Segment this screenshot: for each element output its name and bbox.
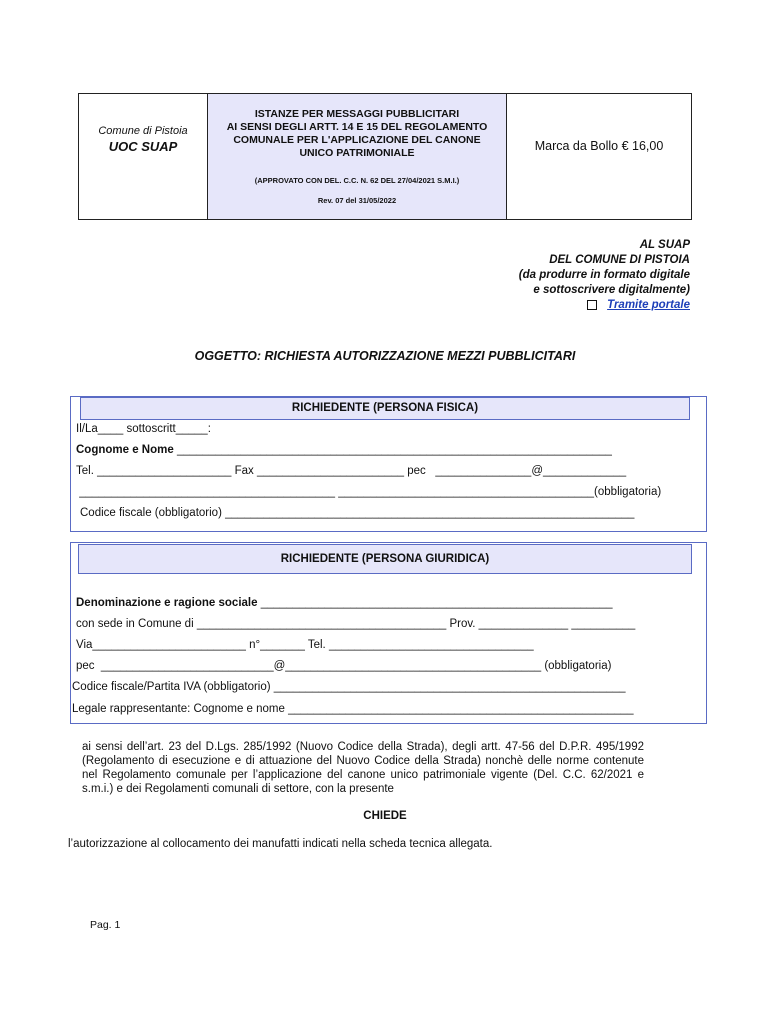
denominazione-label: Denominazione e ragione sociale [76,597,258,609]
tel-fax-pec-field[interactable]: Tel. _____________________ Fax _______________________ pec _______________@_____________ [76,465,627,477]
recipient-line-3: (da produrre in formato digitale [518,269,690,281]
recipient-line-2: DEL COMUNE DI PISTOIA [549,254,690,266]
header-table [78,93,692,220]
portal-checkbox[interactable] [587,300,597,310]
istanze-title: ISTANZE PER MESSAGGI PUBBLICITARI AI SENSI DEGLI ARTT. 14 E 15 DEL REGOLAMENTO COMUNALE PER L'APPLICAZIONE DEL CANONE UNICO PATRIMONIALE [226,108,488,159]
header-cell-bollo [507,94,691,219]
chiede-heading: CHIEDE [363,810,407,822]
denominazione-blank[interactable]: _______________________________________________________ [257,597,613,609]
marca-bollo-label: Marca da Bollo € 16,00 [534,139,664,153]
legal-paragraph: ai sensi dell’art. 23 del D.Lgs. 285/1992 (Nuovo Codice della Strada), degli artt. 47-56 del D.P.R. 495/1992 (Regolamento di esecuzione e di attuazione del Nuovo Codice della Strada) nonchè delle norme contenute nel Regolamento comunale per l’applicazione del canone unico patrimoniale vigente (Del. C.C. 62/2021 e s.m.i.) e dei Regolamenti comunali di settore, con la presente [82,741,644,795]
approvato-note: (APPROVATO CON DEL. C.C. N. 62 DEL 27/04/2021 S.M.I.) [254,176,460,185]
recipient-line-1: AL SUAP [639,239,690,251]
persona-fisica-title: RICHIEDENTE (PERSONA FISICA) [80,397,690,420]
denominazione-field[interactable] [76,597,612,609]
revision-note: Rev. 07 del 31/05/2022 [317,196,397,205]
portal-option [519,298,690,313]
legale-rappresentante-field[interactable]: Legale rappresentante: Cognome e nome ______________________________________________________ [72,703,634,715]
sede-comune-field[interactable]: con sede in Comune di _______________________________________ Prov. ______________ __________ [76,618,636,630]
uoc-label: UOC SUAP [108,139,178,154]
via-tel-field[interactable]: Via________________________ n°_______ Tel. ________________________________ [76,639,534,651]
header-cell-istanze [208,94,507,219]
cognome-nome-label: Cognome e Nome [76,444,174,456]
oggetto-heading: OGGETTO: RICHIESTA AUTORIZZAZIONE MEZZI PUBBLICITARI [194,349,576,363]
sottoscritto-field[interactable]: Il/La____ sottoscritt_____: [76,423,211,435]
cognome-nome-field[interactable] [76,444,612,456]
cf-piva-field[interactable]: Codice fiscale/Partita IVA (obbligatorio) _______________________________________________________ [72,681,626,693]
cognome-nome-blank[interactable]: ____________________________________________________________________ [173,444,612,456]
recipient-block [519,238,690,313]
autorizzazione-text: l’autorizzazione al collocamento dei manufatti indicati nella scheda tecnica allegata. [68,838,493,850]
page-number: Pag. 1 [90,919,121,931]
pec-field[interactable]: pec ___________________________@________________________________________ (obbligatoria) [76,660,612,672]
email-field[interactable]: ________________________________________ ________________________________________(obbligatoria) [76,486,662,498]
header-cell-comune [79,94,208,219]
recipient-line-4: e sottoscrivere digitalmente) [533,284,690,296]
persona-giuridica-title: RICHIEDENTE (PERSONA GIURIDICA) [78,544,692,574]
portal-link[interactable]: Tramite portale [607,299,690,311]
codice-fiscale-field[interactable]: Codice fiscale (obbligatorio) ________________________________________________________________ [80,507,635,519]
comune-label: Comune di Pistoia [98,125,188,137]
